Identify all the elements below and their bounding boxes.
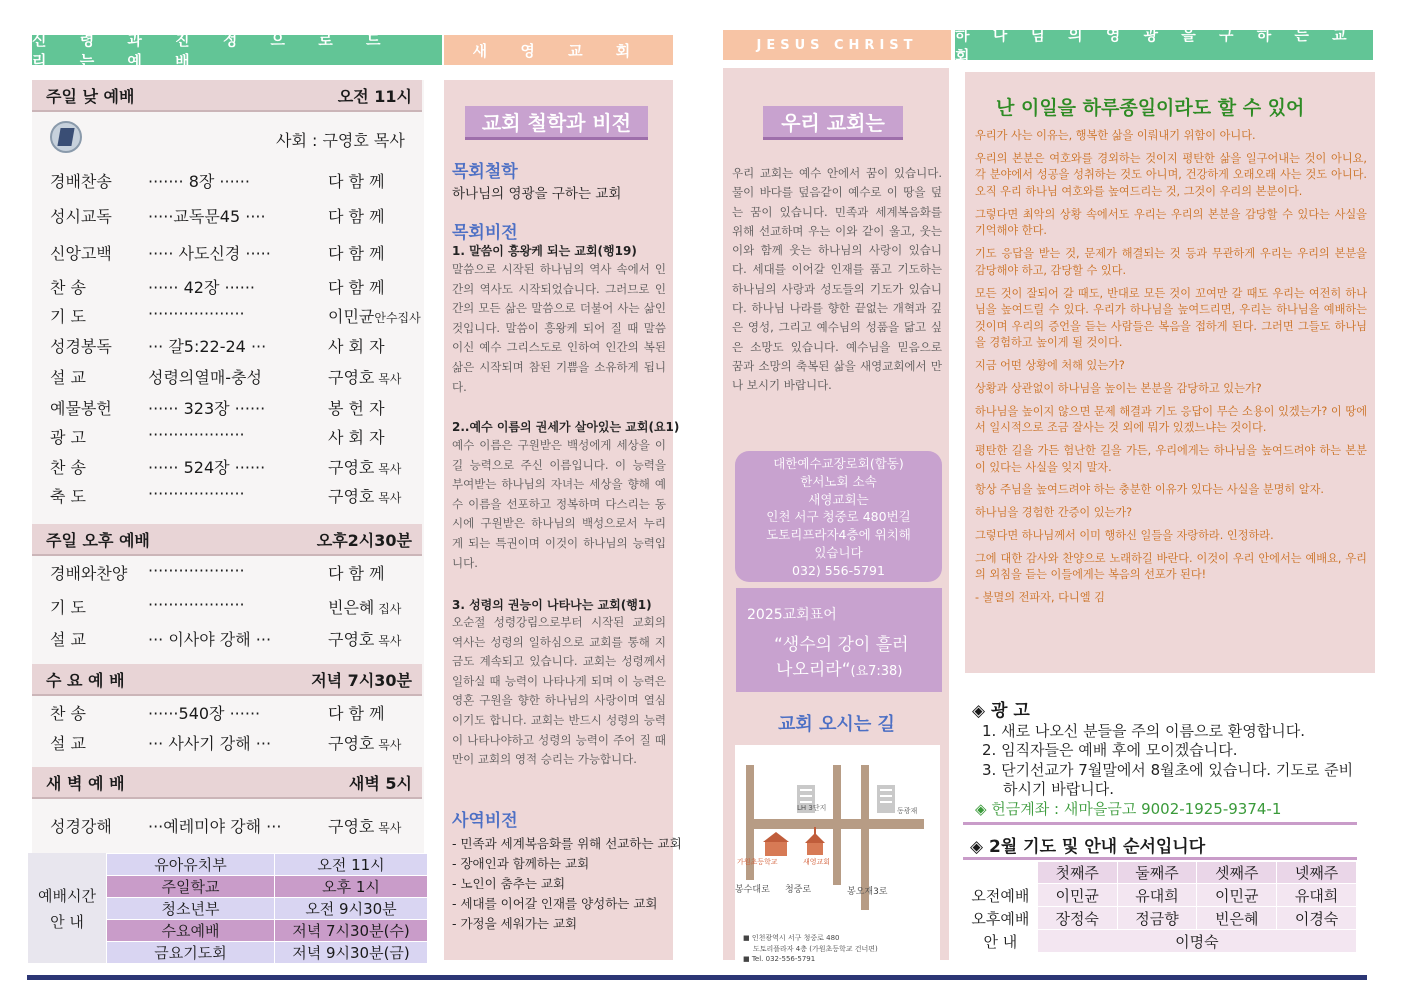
devotional-paragraph: 기도 응답을 받는 것, 문제가 해결되는 것 등과 무관하게 우리는 우리의 본분을 감당해야 하고, 감당할 수 있다. [975,247,1367,277]
prayer-cell: 유대희 [1277,884,1357,907]
order-item: 설 교 [50,734,86,753]
order-person-title: 목사 [374,634,402,648]
order-person: 다 함 께 [328,564,385,583]
info-line: 대한예수교장로회(합동) [773,456,904,471]
order-detail: ······ 42장 ······ [148,278,256,297]
order-person: 구영호 목사 [328,630,402,649]
map-label-church: 새영교회 [803,858,831,866]
schedule-row [107,942,428,964]
mission-heading: 사역비전 [452,811,518,831]
philosophy-title-box [465,106,648,140]
notice-item: 3. 단기선교가 7월말에서 8월초에 있습니다. 기도로 준비 [982,761,1354,779]
order-item: 경배찬송 [50,172,112,191]
devotional-paragraph: 그렇다면 최악의 상황 속에서도 우리는 우리의 본분을 감당할 수 있다는 사실을 기억해야 한다. [975,207,1367,238]
schedule-name: 청소년부 [107,898,275,920]
map-label-road1: 봉수대로 [735,885,770,895]
info-line: 한서노회 소속 [800,473,877,489]
order-person: 빈은혜 집사 [328,598,402,617]
prayer-header-cell [964,862,1038,884]
prayer-guide-label: 안 내 [964,930,1038,953]
order-item: 설 교 [50,368,86,387]
motto-year: 2025교회표어 [747,607,837,623]
motto-box [736,588,942,692]
schedule-label [28,853,106,963]
prayer-divider [963,822,1357,825]
schedule-name: 금요기도회 [107,942,275,964]
order-item: 예물봉헌 [50,399,112,418]
prayer-header-cell: 첫째주 [1037,862,1117,884]
vision-3-title: 3. 성령의 권능이 나타나는 교회(행1) [452,598,652,612]
prayer-row-label: 오후예배 [964,907,1038,930]
order-detail: ··················· [148,561,245,580]
prayer-cell: 정금향 [1117,907,1197,930]
notice-item: 하시기 바랍니다. [1003,780,1114,798]
order-person: 다 함 께 [328,278,385,297]
about-title-box [763,106,903,140]
info-line: 도토리프라자4층에 위치해 [766,527,911,543]
vision-heading: 목회비전 [452,223,518,243]
schedule-row [107,854,428,876]
footer-line [27,975,1367,980]
about-title: 우리 교회는 [781,111,885,135]
order-row [40,392,422,422]
sunday-afternoon-time: 오후2시30분 [316,530,412,550]
schedule-table [106,853,428,964]
schedule-label-line1: 예배시간 [38,887,96,905]
map-label-school: 가원초등학교 [737,858,778,866]
order-item: 설 교 [50,630,86,649]
info-line: 새영교회는 [808,491,869,507]
map-label-lh: LH 3단지 [797,804,827,812]
schedule-row [107,920,428,942]
devotional-paragraph: 모든 것이 잘되어 갈 때도, 반대로 모든 것이 꼬여만 갈 때도 우리는 여전히 하나님을 높여드릴 수 있다. 우리가 하나님을 높여드리면, 우리는 하나님을 예배하는 것이며 우리의 증언을 듣는 사람들은 복음을 접하게 된다. 그러면 그들도 하나님을 경험하고 높이게 될 것이다. [975,286,1367,350]
about-body: 우리 교회는 예수 안에서 꿈이 있습니다. 물이 바다를 덮음같이 예수로 이 땅을 덮는 꿈이 있습니다. 민족과 세계복음화를 위해 선교하며 우는 이와 같이 울고, 웃는 이와 함께 웃는 하나님의 사랑이 있습니다. 세대를 이어갈 인재를 품고 기도하는 하나님의 사랑과 성도들의 기도가 있습니다. 하나님 나라를 향한 끝없는 개혁과 깊은 영성, 그리고 예수님의 성품을 닮고 싶은 소망도 있습니다. 예수님을 믿음으로 꿈과 소망의 축복된 삶을 새영교회에서 만나 보시기 바랍니다. [732,166,942,393]
notices-title: ◈ 광 고 [972,701,1030,721]
philosophy-heading: 목회철학 [452,162,518,182]
order-row [40,165,422,195]
motto-line2-wrap [776,655,902,680]
school-icon [763,832,789,856]
mission-item: - 민족과 세계복음화를 위해 선교하는 교회 [452,836,682,851]
schedule-name: 수요예배 [107,920,275,942]
right-title: 하 나 님 의 영 광 을 구 하 는 교 회 [955,26,1356,65]
map-tel: ■ Tel. 032-556-5791 [743,955,816,963]
dawn-title: 새 벽 예 배 [46,773,125,793]
motto-line1: “생수의 강이 흘러 [774,635,909,655]
order-detail: ······540장 ······ [148,704,261,723]
order-detail: ······ 524장 ······ [148,458,266,477]
sunday-morning-time: 오전 11시 [337,86,412,106]
mission-item: - 노인이 춤추는 교회 [452,876,566,891]
prayer-guide-row [964,930,1357,953]
devotional-paragraph: 우리의 본분은 여호와를 경외하는 것이지 평탄한 삶을 일구어내는 것이 아니요, 각 분야에서 성공을 성취하는 것도 아니며, 건강하게 오래오래 사는 것도 아니다. 오직 우리 하나님 여호와를 높여드리는 것, 그것이 우리의 본분이다. [975,151,1367,198]
order-person: 다 함 께 [328,207,385,226]
sunday-afternoon-title: 주일 오후 예배 [46,530,150,550]
map-address-1: ■ 인천광역시 서구 청중로 480 [743,934,840,942]
devotional-paragraph: 그렇다면 하나님께서 이미 행하신 일들을 자랑하라. 인정하라. [975,528,1274,542]
left-title-bar [32,31,442,70]
devotional-body [975,128,1367,613]
info-line: 032) 556-5791 [792,562,885,578]
notice-item: 1. 새로 나오신 분들을 주의 이름으로 환영합니다. [982,722,1305,740]
left-title: 신 령 과 진 정 으 로 드 리 는 예 배 [32,31,395,70]
order-detail: ····· 사도신경 ····· [148,244,271,263]
order-detail: ··· 사사기 강해 ··· [148,734,272,753]
host-label: 사회 : 구영호 목사 [276,131,405,150]
order-item: 기 도 [50,598,86,617]
devotional-paragraph: 항상 주님을 높여드려야 하는 충분한 이유가 있다는 사실을 분명히 알자. [975,483,1324,497]
order-detail: ·····교독문45 ···· [148,207,266,226]
vision-2-body: 예수 이름은 구원받은 백성에게 세상을 이길 능력으로 주신 이름입니다. 이 능력을 부여받는 하나님의 자녀는 세상을 향해 예수 이름을 선포하고 정복하며 다스리는 동시에 구원받은 하나님의 백성으로서 누리게 되는 특권이며 이것이 하나님의 능력입니다. [452,438,666,570]
prayer-header-cell: 셋째주 [1197,862,1277,884]
order-person: 구영호 목사 [328,368,402,387]
devotional-paragraph: 하나님을 경험한 간증이 있는가? [975,506,1133,520]
order-row [40,480,422,510]
order-item: 찬 송 [50,278,86,297]
order-row [40,271,422,301]
philosophy-statement: 하나님의 영광을 구하는 교회 [452,186,622,202]
schedule-row [107,876,428,898]
church-icon [805,827,825,855]
order-row [40,300,422,330]
schedule-name: 주일학교 [107,876,275,898]
prayer-divider-2 [963,857,1357,860]
order-row [40,697,422,727]
order-person: 구영호 목사 [328,734,402,753]
devotional-paragraph: 평탄한 길을 가든 험난한 길을 가든, 우리에게는 하나님을 높여드려야 하는 본분이 있다는 사실을 잊지 말자. [975,444,1367,474]
order-person: 다 함 께 [328,172,385,191]
prayer-cell: 이경숙 [1277,907,1357,930]
map-drawing [735,745,940,965]
order-row [40,727,422,757]
schedule-name: 유아유치부 [107,854,275,876]
order-row [40,237,422,267]
prayer-cell: 이민균 [1037,884,1117,907]
devotional-paragraph: 상황과 상관없이 하나님을 높이는 본분을 감당하고 있는가? [975,381,1262,395]
wednesday-time: 저녁 7시30분 [311,670,412,690]
order-detail: ··················· [148,304,245,323]
map-label-dong: 동광재 [897,807,918,815]
order-person-title: 목사 [374,821,402,835]
order-item: 성경봉독 [50,337,112,356]
order-detail: 성령의열매-충성 [148,368,262,387]
map-label-road2: 청중로 [785,885,812,895]
schedule-time: 오후 1시 [275,876,428,898]
order-row [40,623,422,653]
order-item: 경배와찬양 [50,564,128,583]
church-name: 새 영 교 회 [472,41,645,60]
order-detail: ··· 이사야 강해 ··· [148,630,272,649]
order-detail: ···예레미야 강해 ··· [148,817,282,836]
order-item: 기 도 [50,307,86,326]
schedule-row [107,898,428,920]
devotional-paragraph: 우리가 사는 이유는, 행복한 삶을 이뤄내기 위함이 아니다. [975,129,1256,142]
order-detail: ··················· [148,425,245,444]
order-person-title: 목사 [374,491,402,505]
order-person: 사 회 자 [328,428,385,447]
jesus-christ: JESUS CHRIST [756,37,918,53]
devotional-paragraph: 지금 어떤 상황에 처해 있는가? [975,359,1125,373]
schedule-time: 오전 9시30분 [275,898,428,920]
prayer-row-label: 오전예배 [964,884,1038,907]
prayer-title: ◈ 2월 기도 및 안내 순서입니다 [970,837,1206,857]
wednesday-header [32,664,422,696]
devotional-title: 난 이일을 하루종일이라도 할 수 있어 [996,97,1305,119]
order-person: 사 회 자 [328,337,385,356]
prayer-header-cell: 넷째주 [1277,862,1357,884]
prayer-guide-person: 이명숙 [1037,930,1356,953]
vision-1-title: 1. 말씀이 흥왕케 되는 교회(행19) [452,244,637,258]
order-person-title: 목사 [374,462,402,476]
map-label-road3: 봉오재3로 [847,887,888,897]
order-person: 구영호 목사 [328,487,402,506]
order-item: 성시교독 [50,207,112,226]
order-row [40,557,422,587]
order-person-title: 목사 [374,372,402,386]
order-person: 구영호 목사 [328,458,402,477]
prayer-cell: 이민균 [1197,884,1277,907]
order-row [40,421,422,451]
church-map [735,745,940,965]
order-person-title: 집사 [374,602,402,616]
order-item: 성경강해 [50,817,112,836]
order-detail: ··················· [148,484,245,503]
mission-item: - 장애인과 함께하는 교회 [452,856,590,871]
order-detail: ······ 323장 ······ [148,399,266,418]
order-item: 축 도 [50,487,86,506]
order-row [40,451,422,481]
vision-2-title: 2..예수 이름의 권세가 살아있는 교회(요1) [452,420,680,434]
schedule-time: 저녁 9시30분(금) [275,942,428,964]
schedule-time: 저녁 7시30분(수) [275,920,428,942]
motto-line2: 나오리라“ [776,660,851,680]
wednesday-title: 수 요 예 배 [46,670,125,690]
schedule-label-line2: 안 내 [50,913,84,931]
info-line: 있습니다 [814,544,863,560]
order-detail: ··················· [148,595,245,614]
order-item: 찬 송 [50,458,86,477]
jesus-christ-bar [723,30,951,60]
order-row [40,591,422,621]
order-item: 신앙고백 [50,244,112,263]
church-name-bar [444,35,673,65]
prayer-cell: 빈은혜 [1197,907,1277,930]
church-logo-icon [50,121,82,153]
church-info-box [735,451,942,582]
order-person: 이민균안수집사 [328,307,421,326]
right-title-bar [955,26,1373,65]
order-row [40,810,422,840]
prayer-row [964,907,1357,930]
sunday-morning-header [32,80,422,112]
order-row [40,330,422,360]
prayer-table [963,861,1357,953]
order-item: 찬 송 [50,704,86,723]
sunday-afternoon-header [32,524,422,556]
info-line: 인천 서구 청중로 480번길 [766,509,911,525]
order-person: 다 함 께 [328,704,385,723]
directions-title: 교회 오시는 길 [778,714,895,735]
order-detail: ······· 8장 ······ [148,172,250,191]
prayer-row [964,884,1357,907]
map-address-2: 도토리플라자 4층 (가원초등학교 건너편) [753,945,878,953]
sunday-morning-title: 주일 낮 예배 [46,86,135,106]
philosophy-title: 교회 철학과 비전 [481,111,632,135]
dawn-time: 새벽 5시 [348,773,412,793]
vision-1-body: 말씀으로 시작된 하나님의 역사 속에서 인간의 역사도 시작되었습니다. 그러므로 인간의 모든 삶은 말씀으로 더불어 사는 삶인 것입니다. 말씀이 흥왕케 되어 질 때 말씀이신 예수 그리스도로 인하여 인간의 복된 삶은 시작되며 참된 기쁨을 소유하게 됩니다. [452,262,666,394]
dawn-header [32,767,422,799]
order-row [40,200,422,230]
order-detail: ··· 갈5:22-24 ··· [148,337,267,356]
prayer-header-cell: 둘째주 [1117,862,1197,884]
prayer-cell: 유대희 [1117,884,1197,907]
devotional-paragraph: 하나님을 높이지 않으면 문제 해결과 기도 응답이 무슨 소용이 있겠는가? 이 땅에서 일시적으로 조금 잘사는 것 외에 뭐가 있겠느냐는 것이다. [975,404,1367,435]
notice-item: 2. 임직자들은 예배 후에 모이겠습니다. [982,741,1238,759]
mission-item: - 가정을 세워가는 교회 [452,916,578,931]
prayer-cell: 장정숙 [1037,907,1117,930]
order-person-title: 안수집사 [374,311,421,325]
prayer-header-row [964,862,1357,884]
account-line: ◈ 헌금계좌 : 새마을금고 9002-1925-9374-1 [975,800,1282,818]
order-item: 광 고 [50,428,86,447]
order-person-title: 목사 [374,738,402,752]
devotional-paragraph: - 불멸의 전파자, 다니엘 김 [975,591,1105,605]
devotional-paragraph: 그에 대한 감사와 찬양으로 노래하길 바란다. 이것이 우리 안에서는 예배요, 우리의 외침을 듣는 이들에게는 복음의 선포가 된다! [975,551,1367,582]
order-person: 봉 헌 자 [328,399,385,418]
vision-3-body: 오순절 성령강림으로부터 시작된 교회의 역사는 성령의 일하심으로 교회를 통해 지금도 계속되고 있습니다. 교회는 성령께서 일하실 때 능력이 나타나게 되며 이 능력은 영혼 구원을 향한 하나님의 사랑이며 열심이기도 합니다. 교회는 반드시 성령의 능력이 나타나야하고 성령의 능력이 주어 질 때만이 교회의 영적 승리는 가능합니다. [452,615,666,767]
mission-item: - 세대를 이어갈 인재를 양성하는 교회 [452,896,658,911]
order-person: 다 함 께 [328,244,385,263]
order-person: 구영호 목사 [328,817,402,836]
schedule-time: 오전 11시 [275,854,428,876]
motto-ref: (요7:38) [850,664,903,679]
order-row [40,361,422,391]
